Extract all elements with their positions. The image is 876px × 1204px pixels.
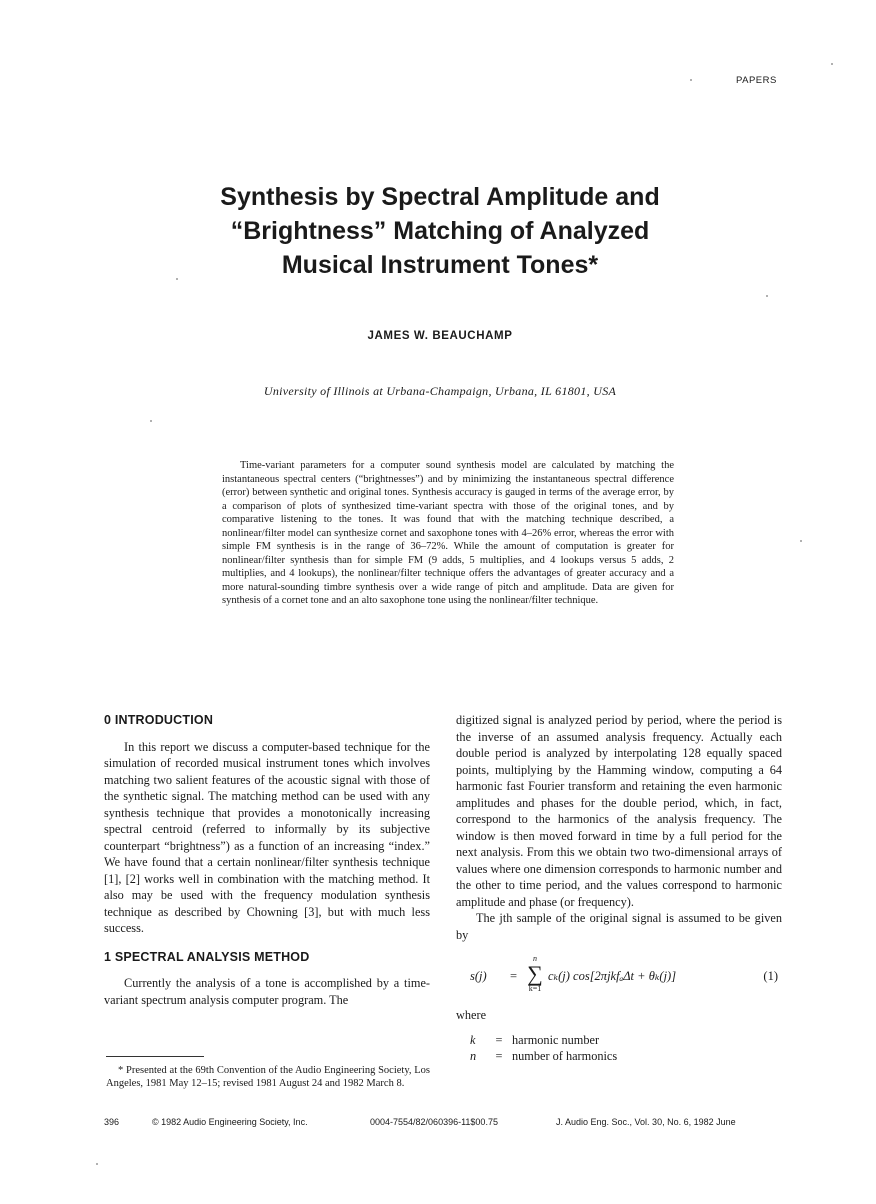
scan-speck [150,420,152,422]
definition-text: number of harmonics [512,1049,618,1063]
scan-speck [766,295,768,297]
article-code: 0004-7554/82/060396-11$00.75 [370,1117,498,1127]
equation-number: (1) [763,969,778,983]
scan-speck [690,79,692,81]
sum-upper-limit: n [533,954,537,963]
summation-symbol [526,955,544,993]
symbol-definitions [456,1032,782,1065]
author-affiliation: University of Illinois at Urbana-Champaign, Urbana, IL 61801, USA [263,384,617,398]
right-column [456,712,782,1065]
footnote: * Presented at the 69th Convention of the Audio Engineering Society, Los Angeles, 1981 May 12–15; revised 1981 August 24 and 1982 March 8. [106,1065,430,1089]
scan-speck [831,63,833,65]
paper-title [150,180,730,282]
definition-row [456,1032,782,1049]
author-name: JAMES W. BEAUCHAMP [367,330,513,342]
where-label: where [456,1008,487,1022]
sum-lower-limit: k=1 [528,984,542,993]
definition-symbol: n [470,1049,477,1063]
page-number: 396 [104,1117,120,1127]
analysis-heading: 1 SPECTRAL ANALYSIS METHOD [104,949,310,964]
title-line-2: “Brightness” Matching of Analyzed [230,217,650,245]
definition-symbol: k [470,1032,476,1047]
intro-paragraph: In this report we discuss a computer-based technique for the simulation of recorded musical instrument tones which involves matching two salient features of the acoustic signal with those of the synthetic signal. The matching method can be used with any synthesis technique that provides a monotonically increasing spectral centroid (referred to informally by its subjective counterpart “brightness”) as a function of an increasing “index.” We have found that a certain nonlinear/filter synthesis technique [1], [2] works well in combination with the matching method. It also may be used with the frequency modulation synthesis technique as described by Chowning [3], but with much less success. [104,739,430,935]
equation-lhs: s(j) [470,969,487,983]
analysis-paragraph-continued: digitized signal is analyzed period by period, where the period is the inverse of an assumed analysis frequency. Actually each double period is analyzed by interpolating 128 equally spaced points, multiplying by the Hamming window, computing a 64 harmonic fast Fourier transform and retaining the even harmonic amplitudes and phases for the double period, which, in fact, correspond to the harmonics of the analysis frequency. The window is then moved forward in time by a full period for the next analysis. From this we obtain two two-dimensional arrays of values where one dimension corresponds to harmonic number and the other to time period, and the values correspond to harmonic amplitude and phase (or frequency). [456,713,782,909]
title-line-3: Musical Instrument Tones* [281,251,599,279]
equation-rhs: cₖ(j) cos[2πjkfₐΔt + θₖ(j)] [548,969,677,983]
scan-speck [176,278,178,280]
sigma-glyph: ∑ [527,961,543,986]
equation-1 [456,949,782,1001]
definition-equals: = [495,1049,503,1063]
signal-model-paragraph: The jth sample of the original signal is assumed to be given by [456,911,782,942]
journal-citation: J. Audio Eng. Soc., Vol. 30, No. 6, 1982 June [556,1117,736,1127]
abstract: Time-variant parameters for a computer sound synthesis model are calculated by matching the instantaneous spectral centers (“brightnesses”) and by minimizing the instantaneous spectral difference (error) between synthetic and original tones. Synthesis accuracy is gauged in terms of the average error, by a comparison of plots of synthesized time-variant spectra with those of the original tones, and by comparative listening to the tones. It was found that with the matching technique described, a nonlinear/filter model can synthesize cornet and saxophone tones with 4–26% error, whereas the error with simple FM synthesis is in the range of 36–72%. While the amount of computation is greater for nonlinear/filter synthesis than for simple FM (9 adds, 5 multiplies, and 4 lookups versus 5 adds, 2 multiplies, and 4 lookups), the nonlinear/filter technique offers the advantages of greater accuracy and a more natural-sounding timbre synthesis over a wide range of pitch and amplitude. Data are given for synthesis of a cornet tone and an alto saxophone tone using the nonlinear/filter technique. [222,460,674,607]
definition-text: harmonic number [512,1032,600,1047]
definition-row [456,1048,782,1065]
footnote-divider [106,1056,204,1057]
scan-speck [800,540,802,542]
copyright-notice: © 1982 Audio Engineering Society, Inc. [152,1117,308,1127]
equation-equals: = [510,969,518,983]
analysis-paragraph: Currently the analysis of a tone is accomplished by a time-variant spectrum analysis computer program. The [104,976,430,1007]
title-line-1: Synthesis by Spectral Amplitude and [220,183,660,211]
left-column [104,712,430,1008]
intro-heading: 0 INTRODUCTION [104,713,214,727]
scan-speck [96,1163,98,1165]
definition-equals: = [495,1032,503,1047]
section-label: PAPERS [736,75,777,86]
